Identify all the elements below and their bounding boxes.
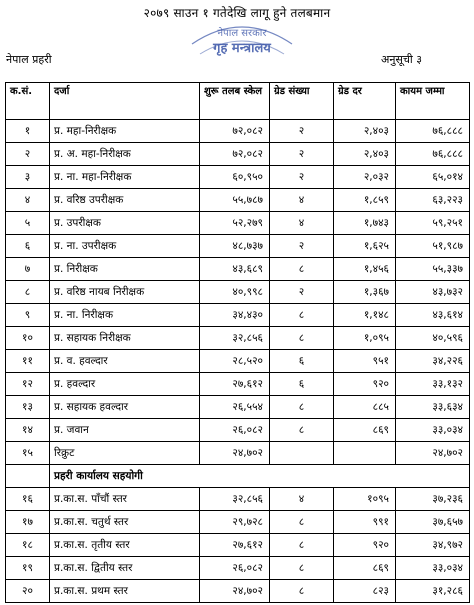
cell-rank: रिक्रुट xyxy=(50,442,200,465)
cell-sn: १८ xyxy=(6,534,50,557)
table-row xyxy=(6,120,470,143)
cell-total: ३७,६५७ xyxy=(396,511,470,534)
header-total: कायम जम्मा xyxy=(396,83,470,120)
section-sn-cell xyxy=(6,465,50,488)
cell-total: ७६,८८८ xyxy=(396,143,470,166)
organization-label: नेपाल प्रहरी xyxy=(6,53,52,66)
seal-text-top: नेपाल सरकार xyxy=(217,28,267,39)
cell-rank: प्र. ना. महा-निरीक्षक xyxy=(50,166,200,189)
section-label: प्रहरी कार्यालय सहयोगी xyxy=(50,465,470,488)
cell-rank: प्र. उपरीक्षक xyxy=(50,212,200,235)
cell-sn: ११ xyxy=(6,350,50,373)
cell-rank: प्र. सहायक हवल्दार xyxy=(50,396,200,419)
cell-sn: ९ xyxy=(6,304,50,327)
header-grade-rate: ग्रेड दर xyxy=(334,83,396,120)
cell-total: ३७,२३६ xyxy=(396,488,470,511)
cell-total: ६५,०१४ xyxy=(396,166,470,189)
table-row xyxy=(6,281,470,304)
section-row xyxy=(6,465,470,488)
cell-grade-rate: ९९१ xyxy=(334,511,396,534)
cell-sn: ३ xyxy=(6,166,50,189)
cell-grade-count: २ xyxy=(270,281,334,304)
cell-grade-count: २ xyxy=(270,120,334,143)
cell-start-scale: २६,५५४ xyxy=(200,396,270,419)
cell-grade-count: ६ xyxy=(270,373,334,396)
cell-sn: ७ xyxy=(6,258,50,281)
cell-grade-count: ८ xyxy=(270,258,334,281)
cell-sn: ५ xyxy=(6,212,50,235)
cell-grade-rate: ९२० xyxy=(334,534,396,557)
cell-grade-count: ८ xyxy=(270,396,334,419)
cell-grade-rate: २,०३२ xyxy=(334,166,396,189)
cell-grade-rate xyxy=(334,442,396,465)
cell-rank: प्र. अ. महा-निरीक्षक xyxy=(50,143,200,166)
cell-start-scale: ४०,९९८ xyxy=(200,281,270,304)
cell-sn: ६ xyxy=(6,235,50,258)
cell-start-scale: ५२,२७९ xyxy=(200,212,270,235)
cell-sn: २० xyxy=(6,580,50,603)
cell-total: ३४,९७२ xyxy=(396,534,470,557)
cell-rank: प्र. वरिष्ठ नायब निरीक्षक xyxy=(50,281,200,304)
cell-rank: प्र. वरिष्ठ उपरीक्षक xyxy=(50,189,200,212)
cell-grade-count: २ xyxy=(270,166,334,189)
cell-grade-count: २ xyxy=(270,235,334,258)
cell-grade-rate: ८२३ xyxy=(334,580,396,603)
cell-total: ४०,५९६ xyxy=(396,327,470,350)
cell-start-scale: ४३,६८९ xyxy=(200,258,270,281)
cell-grade-count: ८ xyxy=(270,419,334,442)
cell-rank: प्र. हवल्दार xyxy=(50,373,200,396)
cell-total: ३३,०३४ xyxy=(396,419,470,442)
cell-sn: १२ xyxy=(6,373,50,396)
cell-sn: १ xyxy=(6,120,50,143)
table-row xyxy=(6,304,470,327)
cell-start-scale: ७२,०८२ xyxy=(200,143,270,166)
cell-grade-rate: १०९५ xyxy=(334,488,396,511)
cell-grade-rate: ८६९ xyxy=(334,419,396,442)
cell-sn: १४ xyxy=(6,419,50,442)
cell-grade-rate: ९२० xyxy=(334,373,396,396)
table-row xyxy=(6,327,470,350)
cell-total: ५९,२५१ xyxy=(396,212,470,235)
cell-total: ७६,८८८ xyxy=(396,120,470,143)
table-row xyxy=(6,143,470,166)
cell-start-scale: ६०,९५० xyxy=(200,166,270,189)
table-row xyxy=(6,557,470,580)
cell-sn: १६ xyxy=(6,488,50,511)
cell-start-scale: ४८,७३७ xyxy=(200,235,270,258)
table-header-row xyxy=(6,83,470,120)
document-heading: २०७९ साउन १ गतेदेखि लागू हुने तलबमान xyxy=(143,6,331,20)
cell-grade-count: ८ xyxy=(270,304,334,327)
cell-rank: प्र.का.स. प्रथम स्तर xyxy=(50,580,200,603)
table-row xyxy=(6,189,470,212)
cell-grade-count xyxy=(270,442,334,465)
cell-grade-rate: १,८५९ xyxy=(334,189,396,212)
cell-sn: २ xyxy=(6,143,50,166)
cell-rank: प्र.का.स. पाँचौं स्तर xyxy=(50,488,200,511)
cell-grade-count: २ xyxy=(270,143,334,166)
cell-rank: प्र. ना. निरीक्षक xyxy=(50,304,200,327)
cell-start-scale: २४,७०२ xyxy=(200,442,270,465)
cell-grade-rate: १,१४८ xyxy=(334,304,396,327)
cell-sn: १३ xyxy=(6,396,50,419)
cell-total: ६३,२२३ xyxy=(396,189,470,212)
cell-total: ३३,१३२ xyxy=(396,373,470,396)
cell-rank: प्र.का.स. द्वितीय स्तर xyxy=(50,557,200,580)
cell-start-scale: २८,५२० xyxy=(200,350,270,373)
cell-total: ५५,३३७ xyxy=(396,258,470,281)
cell-start-scale: २४,७०२ xyxy=(200,580,270,603)
table-row xyxy=(6,534,470,557)
cell-grade-count: ६ xyxy=(270,350,334,373)
seal-text-bottom: गृह मन्त्रालय xyxy=(213,41,271,56)
cell-start-scale: २७,६१२ xyxy=(200,534,270,557)
cell-grade-rate: १,३६७ xyxy=(334,281,396,304)
cell-rank: प्र.का.स. चतुर्थ स्तर xyxy=(50,511,200,534)
cell-start-scale: २७,६१२ xyxy=(200,373,270,396)
cell-start-scale: २९,७२८ xyxy=(200,511,270,534)
table-row xyxy=(6,258,470,281)
header-sn: क.सं. xyxy=(6,83,50,120)
cell-sn: १० xyxy=(6,327,50,350)
table-row xyxy=(6,488,470,511)
cell-start-scale: ३२,८५६ xyxy=(200,488,270,511)
cell-rank: प्र. महा-निरीक्षक xyxy=(50,120,200,143)
cell-grade-count: ८ xyxy=(270,534,334,557)
table-row xyxy=(6,235,470,258)
cell-sn: १५ xyxy=(6,442,50,465)
cell-rank: प्र.का.स. तृतीय स्तर xyxy=(50,534,200,557)
cell-grade-count: ८ xyxy=(270,557,334,580)
cell-grade-count: ४ xyxy=(270,189,334,212)
cell-rank: प्र. जवान xyxy=(50,419,200,442)
cell-sn: १९ xyxy=(6,557,50,580)
cell-grade-rate: १,६२५ xyxy=(334,235,396,258)
cell-grade-count: ८ xyxy=(270,327,334,350)
cell-total: ३३,६३४ xyxy=(396,396,470,419)
government-seal-icon xyxy=(186,14,298,58)
cell-sn: १७ xyxy=(6,511,50,534)
cell-rank: प्र. व. हवल्दार xyxy=(50,350,200,373)
cell-total: २४,७०२ xyxy=(396,442,470,465)
cell-start-scale: २६,०८२ xyxy=(200,419,270,442)
cell-start-scale: २६,०८२ xyxy=(200,557,270,580)
cell-grade-count: ८ xyxy=(270,580,334,603)
cell-start-scale: ७२,०८२ xyxy=(200,120,270,143)
cell-start-scale: ५५,७८७ xyxy=(200,189,270,212)
annex-label: अनुसूची ३ xyxy=(381,53,422,66)
cell-grade-count: ४ xyxy=(270,212,334,235)
cell-grade-rate: २,४०३ xyxy=(334,143,396,166)
cell-total: ३१,२८६ xyxy=(396,580,470,603)
table-row xyxy=(6,419,470,442)
table-row xyxy=(6,166,470,189)
cell-start-scale: ३४,४३० xyxy=(200,304,270,327)
cell-total: ४३,६१४ xyxy=(396,304,470,327)
table-row xyxy=(6,511,470,534)
salary-scale-table xyxy=(5,82,470,603)
cell-sn: ४ xyxy=(6,189,50,212)
header-start-scale: शुरू तलब स्केल xyxy=(200,83,270,120)
cell-total: ४३,७३२ xyxy=(396,281,470,304)
cell-grade-rate: १,०९५ xyxy=(334,327,396,350)
header-grade-count: ग्रेड संख्या xyxy=(270,83,334,120)
cell-grade-count: ८ xyxy=(270,511,334,534)
table-row xyxy=(6,442,470,465)
cell-grade-rate: ८८५ xyxy=(334,396,396,419)
cell-grade-rate: २,४०३ xyxy=(334,120,396,143)
header-rank: दर्जा xyxy=(50,83,200,120)
cell-rank: प्र. निरीक्षक xyxy=(50,258,200,281)
table-row xyxy=(6,580,470,603)
cell-total: ५१,९८७ xyxy=(396,235,470,258)
cell-grade-rate: १,४५६ xyxy=(334,258,396,281)
cell-grade-rate: १,७४३ xyxy=(334,212,396,235)
table-row xyxy=(6,212,470,235)
cell-grade-rate: ८६९ xyxy=(334,557,396,580)
cell-sn: ८ xyxy=(6,281,50,304)
table-row xyxy=(6,373,470,396)
table-row xyxy=(6,396,470,419)
cell-grade-count: ४ xyxy=(270,488,334,511)
cell-grade-rate: ९५१ xyxy=(334,350,396,373)
cell-rank: प्र. सहायक निरीक्षक xyxy=(50,327,200,350)
table-row xyxy=(6,350,470,373)
cell-rank: प्र. ना. उपरीक्षक xyxy=(50,235,200,258)
cell-total: ३४,२२६ xyxy=(396,350,470,373)
cell-start-scale: ३२,८५६ xyxy=(200,327,270,350)
cell-total: ३३,०३४ xyxy=(396,557,470,580)
